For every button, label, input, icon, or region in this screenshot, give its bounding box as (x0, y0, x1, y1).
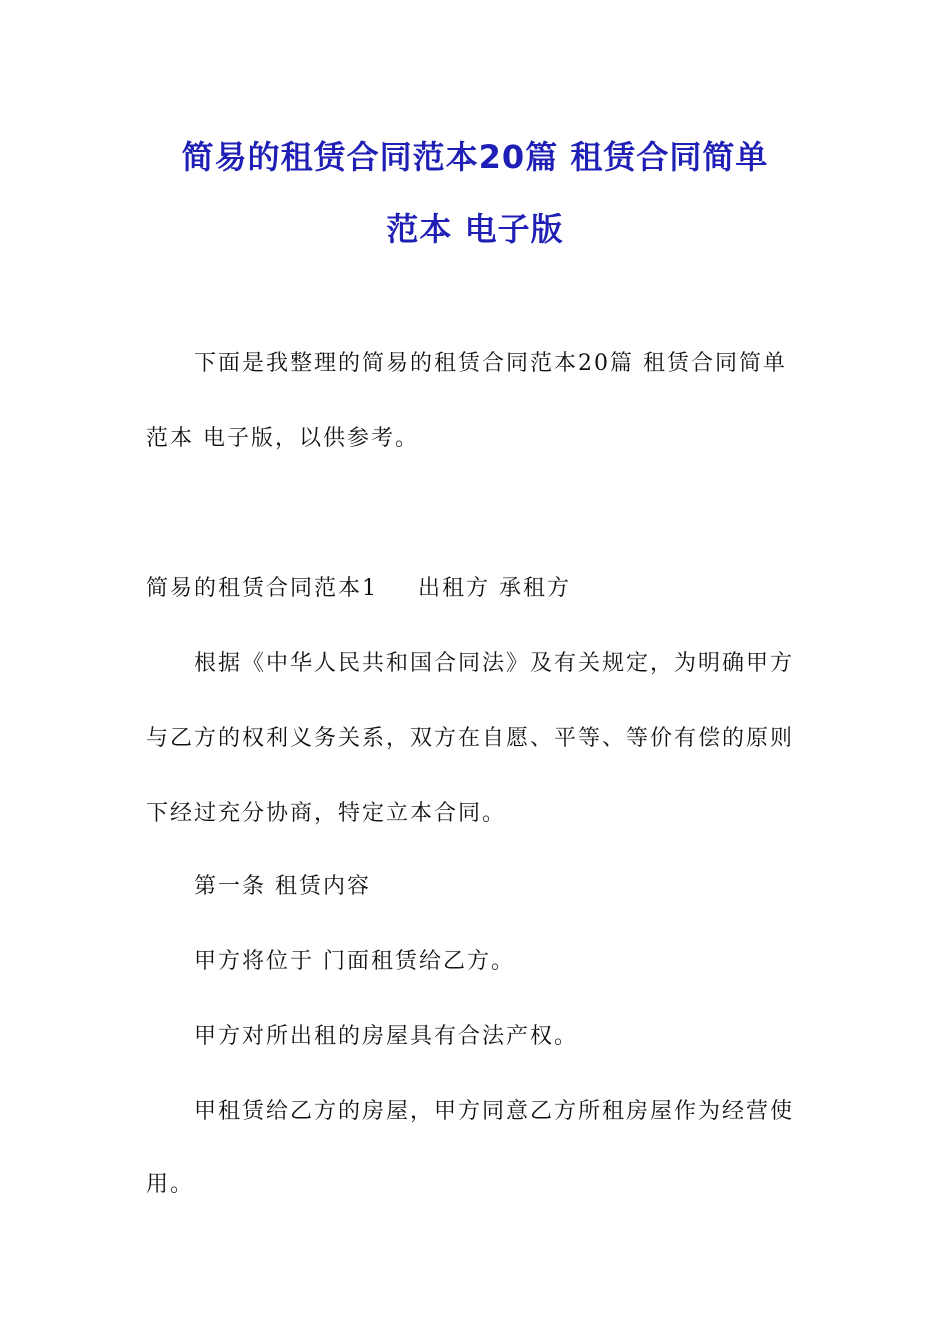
document-title-line-1: 简易的租赁合同范本20篇 租赁合同简单 (181, 138, 769, 176)
article-1-item-2: 甲方对所出租的房屋具有合法产权。 (194, 1024, 579, 1049)
intro-paragraph-line-1: 下面是我整理的简易的租赁合同范本20篇 租赁合同简单 (194, 351, 787, 376)
section-heading (146, 571, 571, 602)
paragraph-1-line-2: 与乙方的权利义务关系，双方在自愿、平等、等价有偿的原则 (146, 726, 795, 751)
intro-paragraph-line-2: 范本 电子版，以供参考。 (146, 426, 419, 451)
section-heading-parties: 出租方 承租方 (418, 576, 571, 601)
paragraph-1-line-1: 根据《中华人民共和国合同法》及有关规定，为明确甲方 (194, 651, 795, 676)
document-title-line-2: 范本 电子版 (386, 210, 564, 248)
article-1-title: 第一条 租赁内容 (194, 874, 371, 899)
section-heading-title: 简易的租赁合同范本1 (146, 576, 378, 601)
article-1-item-1: 甲方将位于 门面租赁给乙方。 (194, 949, 515, 974)
article-1-item-3-line-2: 用。 (146, 1172, 195, 1197)
paragraph-1-line-3: 下经过充分协商，特定立本合同。 (146, 801, 507, 826)
article-1-item-3-line-1: 甲租赁给乙方的房屋，甲方同意乙方所租房屋作为经营使 (194, 1099, 795, 1124)
